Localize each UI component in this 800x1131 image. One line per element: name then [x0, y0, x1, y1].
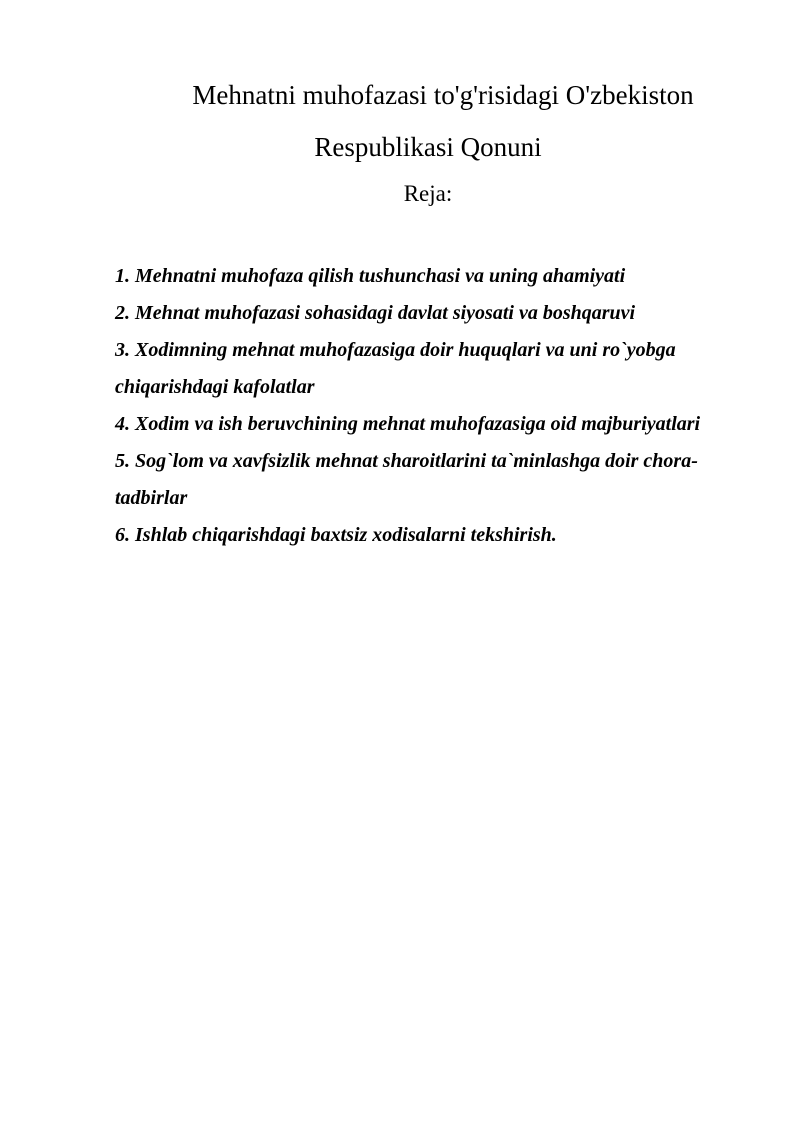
plan-item-3: 3. Xodimning mehnat muhofazasiga doir huquqlari va uni ro`yobga chiqarishdagi kafolatlar: [115, 339, 676, 398]
plan-item-1: 1. Mehnatni muhofaza qilish tushunchasi va uning ahamiyati: [115, 265, 626, 287]
plan-item-2: 2. Mehnat muhofazasi sohasidagi davlat siyosati va boshqaruvi: [115, 302, 636, 324]
document-title-line-1: Mehnatni muhofazasi to'g'risidagi O'zbekiston: [192, 80, 694, 110]
plan-heading: Reja:: [403, 181, 453, 206]
plan-item-5: 5. Sog`lom va xavfsizlik mehnat sharoitlarini ta`minlashga doir chora-tadbirlar: [115, 450, 698, 509]
document-title-line-2: Respublikasi Qonuni: [314, 132, 542, 162]
plan-item-4: 4. Xodim va ish beruvchining mehnat muhofazasiga oid majburiyatlari: [115, 413, 701, 435]
plan-list: [115, 258, 755, 554]
plan-item-6: 6. Ishlab chiqarishdagi baxtsiz xodisalarni tekshirish.: [115, 524, 557, 546]
